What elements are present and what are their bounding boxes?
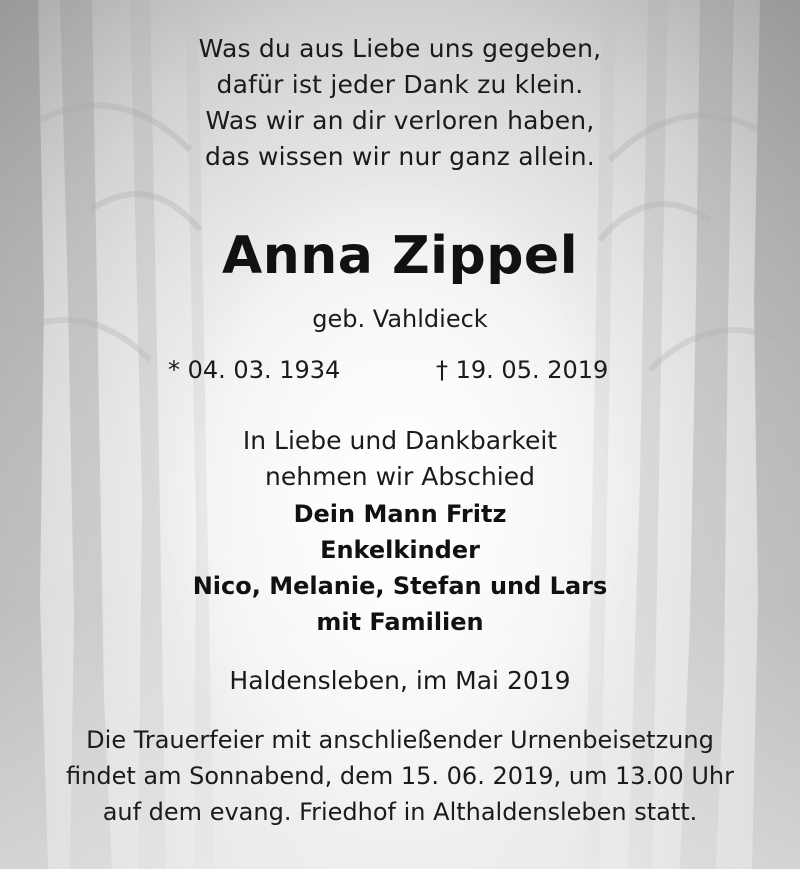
poem-line: das wissen wir nur ganz allein.	[205, 142, 595, 171]
maiden-name: geb. Vahldieck	[312, 305, 488, 333]
poem-line: dafür ist jeder Dank zu klein.	[216, 70, 584, 99]
birth-date: * 04. 03. 1934	[168, 356, 341, 384]
mourner-line: Nico, Melanie, Stefan und Lars	[192, 572, 608, 600]
poem-line: Was du aus Liebe uns gegeben,	[198, 34, 602, 63]
service-line: findet am Sonnabend, dem 15. 06. 2019, um 13.00 Uhr	[66, 762, 734, 790]
farewell-line: nehmen wir Abschied	[265, 462, 535, 491]
deceased-name: Anna Zippel	[221, 226, 579, 286]
place-date: Haldensleben, im Mai 2019	[229, 666, 571, 695]
service-line: Die Trauerfeier mit anschließender Urnenbeisetzung	[86, 726, 714, 754]
death-date: † 19. 05. 2019	[436, 356, 609, 384]
poem-line: Was wir an dir verloren haben,	[205, 106, 595, 135]
mourner-line: Dein Mann Fritz	[293, 500, 507, 528]
farewell-line: In Liebe und Dankbarkeit	[242, 426, 558, 455]
service-line: auf dem evang. Friedhof in Althaldensleben statt.	[102, 798, 698, 826]
mourner-line: Enkelkinder	[320, 536, 480, 564]
mourner-line: mit Familien	[316, 608, 484, 636]
